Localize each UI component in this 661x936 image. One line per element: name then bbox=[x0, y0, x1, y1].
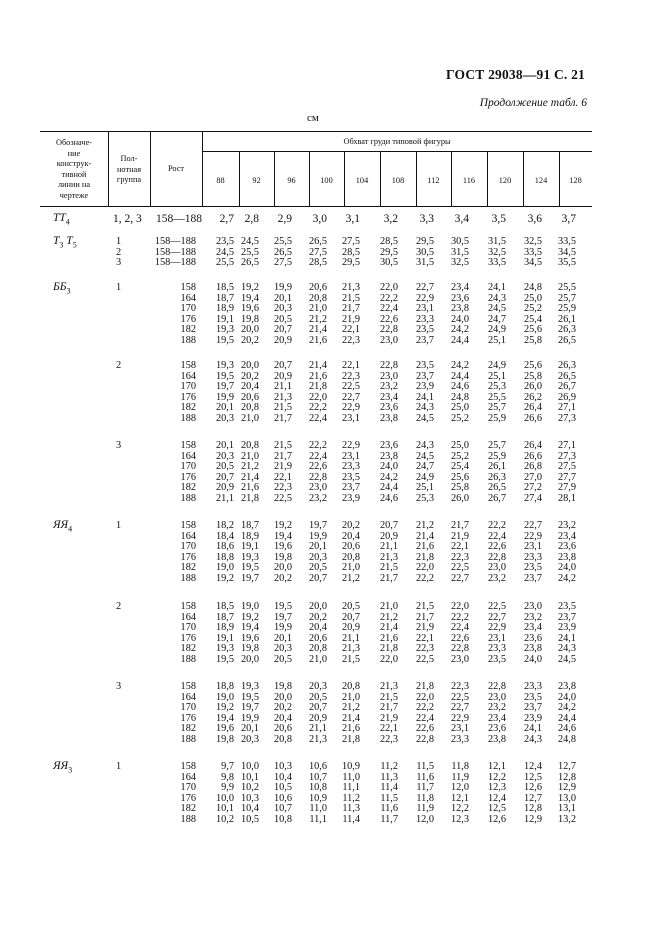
value-column: 19,3 19,5 19,7 19,9 20,1 20,3 bbox=[215, 360, 234, 424]
girth-col-header: 88 bbox=[216, 176, 225, 185]
value-column: 24,9 25,1 25,3 25,5 25,7 25,9 bbox=[487, 360, 506, 424]
value-column: 22,7 22,9 23,1 23,3 23,5 23,7 bbox=[523, 520, 542, 584]
value-column: 12,4 12,5 12,6 12,7 12,8 12,9 bbox=[523, 761, 542, 825]
value-column: 21,5 21,7 21,9 22,1 22,3 22,5 bbox=[415, 601, 434, 665]
value-column: 22,9 23,1 23,3 23,5 23,7 23,9 bbox=[341, 440, 360, 504]
value-column: 21,4 21,6 21,8 22,0 22,2 22,4 bbox=[308, 360, 327, 424]
header-height: Рост bbox=[167, 164, 185, 173]
value-column: 10,6 10,7 10,8 10,9 11,0 11,1 bbox=[308, 761, 327, 825]
value-column: 25,7 25,9 26,1 26,3 26,5 26,7 bbox=[487, 440, 506, 504]
value-column: 12,1 12,2 12,3 12,4 12,5 12,6 bbox=[487, 761, 506, 825]
girth-col-header: 104 bbox=[355, 176, 369, 185]
value-column: 23,8 24,0 24,2 24,4 24,6 24,8 bbox=[557, 681, 576, 745]
girth-col-header: 116 bbox=[462, 176, 476, 185]
value-column: 22,0 22,2 22,4 22,6 22,8 23,0 bbox=[379, 282, 398, 346]
value-column: 26,4 26,6 26,8 27,0 27,2 27,4 bbox=[523, 440, 542, 504]
value-column: 11,2 11,3 11,4 11,5 11,6 11,7 bbox=[380, 761, 398, 825]
table-top-rule bbox=[40, 131, 592, 132]
value-column: 19,2 19,4 19,6 19,8 20,0 20,2 bbox=[273, 520, 292, 584]
table-cell: 2,7 bbox=[219, 213, 234, 225]
value-column: 20,7 20,9 21,1 21,3 21,5 21,7 bbox=[379, 520, 398, 584]
value-column: 19,2 19,4 19,6 19,8 20,0 20,2 bbox=[240, 282, 259, 346]
row-group: 1, 2, 3 bbox=[113, 213, 142, 225]
row-label: $ЯЯ_4$ bbox=[53, 519, 73, 534]
value-column: 18,7 18,9 19,1 19,3 19,5 19,7 bbox=[240, 520, 259, 584]
girth-col-header: 124 bbox=[534, 176, 548, 185]
value-column: 25,5 25,7 25,9 26,1 26,3 26,5 bbox=[557, 282, 576, 346]
value-column: 23,0 23,2 23,4 23,6 23,8 24,0 bbox=[523, 601, 542, 665]
value-column: 19,0 19,2 19,4 19,6 19,8 20,0 bbox=[240, 601, 259, 665]
value-column: 22,1 22,3 22,5 22,7 22,9 23,1 bbox=[341, 360, 360, 424]
table-cell: 3,2 bbox=[383, 213, 398, 225]
value-column: 21,2 21,4 21,6 21,8 22,0 22,2 bbox=[415, 520, 434, 584]
row-group: 1 bbox=[116, 520, 122, 531]
value-column: 20,7 20,9 21,1 21,3 21,5 21,7 bbox=[273, 360, 292, 424]
value-column: 18,2 18,4 18,6 18,8 19,0 19,2 bbox=[215, 520, 234, 584]
value-column: 27,1 27,3 27,5 27,7 27,9 28,1 bbox=[557, 440, 576, 504]
table-cell: 3,4 bbox=[454, 213, 469, 225]
value-column: 20,0 20,2 20,4 20,6 20,8 21,0 bbox=[308, 601, 327, 665]
value-column: 21,5 21,7 21,9 22,1 22,3 22,5 bbox=[273, 440, 292, 504]
value-column: 20,0 20,2 20,4 20,6 20,8 21,0 bbox=[240, 360, 259, 424]
row-label: $Т_3$ $Т_5$ bbox=[53, 235, 77, 250]
value-column: 20,3 20,5 20,7 20,9 21,1 21,3 bbox=[308, 681, 327, 745]
row-group-list: 1 2 3 bbox=[116, 236, 122, 269]
value-column: 26,5 27,5 28,5 bbox=[308, 236, 327, 269]
value-column: 23,5 24,5 25,5 bbox=[215, 236, 234, 269]
height-list: 158 164 170 176 182 188 bbox=[180, 520, 196, 584]
value-column: 25,0 25,2 25,4 25,6 25,8 26,0 bbox=[450, 440, 469, 504]
table-cell: 3,3 bbox=[419, 213, 434, 225]
value-column: 10,3 10,4 10,5 10,6 10,7 10,8 bbox=[273, 761, 292, 825]
value-column: 20,5 20,7 20,9 21,1 21,3 21,5 bbox=[341, 601, 360, 665]
page-header: ГОСТ 29038—91 С. 21 bbox=[446, 67, 585, 82]
value-column: 26,3 26,5 26,7 26,9 27,1 27,3 bbox=[557, 360, 576, 424]
value-column: 9,7 9,8 9,9 10,0 10,1 10,2 bbox=[215, 761, 234, 825]
girth-col-header: 92 bbox=[252, 176, 261, 185]
value-column: 24,1 24,3 24,5 24,7 24,9 25,1 bbox=[487, 282, 506, 346]
value-column: 22,2 22,4 22,6 22,8 23,0 23,2 bbox=[308, 440, 327, 504]
girth-header-rule bbox=[202, 151, 592, 152]
value-column: 18,5 18,7 18,9 19,1 19,3 19,5 bbox=[215, 601, 234, 665]
value-column: 19,7 19,9 20,1 20,3 20,5 20,7 bbox=[308, 520, 327, 584]
row-group: 2 bbox=[116, 360, 122, 371]
value-column: 32,5 33,5 34,5 bbox=[523, 236, 542, 269]
table-cell: 3,5 bbox=[491, 213, 506, 225]
table-cell: 3,7 bbox=[561, 213, 576, 225]
value-column: 28,5 29,5 30,5 bbox=[379, 236, 398, 269]
row-group: 1 bbox=[116, 282, 122, 293]
value-column: 21,7 21,9 22,1 22,3 22,5 22,7 bbox=[450, 520, 469, 584]
value-column: 19,9 20,1 20,3 20,5 20,7 20,9 bbox=[273, 282, 292, 346]
value-column: 22,8 23,0 23,2 23,4 23,6 23,8 bbox=[379, 360, 398, 424]
header-bottom-rule bbox=[40, 206, 592, 207]
value-column: 21,3 21,5 21,7 21,9 22,1 22,3 bbox=[341, 282, 360, 346]
value-column: 29,5 30,5 31,5 bbox=[415, 236, 434, 269]
value-column: 24,8 25,0 25,2 25,4 25,6 25,8 bbox=[523, 282, 542, 346]
value-column: 21,8 22,0 22,2 22,4 22,6 22,8 bbox=[415, 681, 434, 745]
value-column: 19,8 20,0 20,2 20,4 20,6 20,8 bbox=[273, 681, 292, 745]
row-group: 3 bbox=[116, 440, 122, 451]
value-column: 20,2 20,4 20,6 20,8 21,0 21,2 bbox=[341, 520, 360, 584]
table-cell: 3,0 bbox=[312, 213, 327, 225]
row-label: $ТТ_4$ bbox=[53, 212, 70, 227]
value-column: 20,8 21,0 21,2 21,4 21,6 21,8 bbox=[341, 681, 360, 745]
value-column: 20,6 20,8 21,0 21,2 21,4 21,6 bbox=[308, 282, 327, 346]
table-cell: 3,1 bbox=[345, 213, 360, 225]
value-column: 10,0 10,1 10,2 10,3 10,4 10,5 bbox=[240, 761, 259, 825]
value-column: 12,7 12,8 12,9 13,0 13,1 13,2 bbox=[557, 761, 576, 825]
height-list: 158 164 170 176 182 188 bbox=[180, 282, 196, 346]
value-column: 23,4 23,6 23,8 24,0 24,2 24,4 bbox=[450, 282, 469, 346]
row-group: 2 bbox=[116, 601, 122, 612]
value-column: 20,8 21,0 21,2 21,4 21,6 21,8 bbox=[240, 440, 259, 504]
height-list: 158 164 170 176 182 188 bbox=[180, 761, 196, 825]
row-label: $ЯЯ_3$ bbox=[53, 760, 73, 775]
row-group: 3 bbox=[116, 681, 122, 692]
height-list: 158 164 170 176 182 188 bbox=[180, 360, 196, 424]
value-column: 23,5 23,7 23,9 24,1 24,3 24,5 bbox=[557, 601, 576, 665]
value-column: 23,3 23,5 23,7 23,9 24,1 24,3 bbox=[523, 681, 542, 745]
girth-col-header: 108 bbox=[391, 176, 405, 185]
value-column: 25,6 25,8 26,0 26,2 26,4 26,6 bbox=[523, 360, 542, 424]
girth-col-header: 100 bbox=[320, 176, 333, 185]
value-column: 23,6 23,8 24,0 24,2 24,4 24,6 bbox=[379, 440, 398, 504]
height-list: 158 164 170 176 182 188 bbox=[180, 601, 196, 665]
girth-col-header: 128 bbox=[569, 176, 582, 185]
header-designation: Обозначе- ние конструк- тивной линии на чертеже bbox=[55, 138, 93, 200]
value-column: 27,5 28,5 29,5 bbox=[341, 236, 360, 269]
value-column: 31,5 32,5 33,5 bbox=[487, 236, 506, 269]
value-column: 22,3 22,5 22,7 22,9 23,1 23,3 bbox=[450, 681, 469, 745]
value-column: 11,8 11,9 12,0 12,1 12,2 12,3 bbox=[450, 761, 469, 825]
value-column: 20,1 20,3 20,5 20,7 20,9 21,1 bbox=[215, 440, 234, 504]
value-column: 21,3 21,5 21,7 21,9 22,1 22,3 bbox=[379, 681, 398, 745]
girth-col-header: 120 bbox=[498, 176, 512, 185]
value-column: 22,5 22,7 22,9 23,1 23,3 23,5 bbox=[487, 601, 506, 665]
height-list: 158 164 170 176 182 188 bbox=[180, 681, 196, 745]
value-column: 19,5 19,7 19,9 20,1 20,3 20,5 bbox=[273, 601, 292, 665]
value-column: 22,8 23,0 23,2 23,4 23,6 23,8 bbox=[487, 681, 506, 745]
value-column: 10,9 11,0 11,1 11,2 11,3 11,4 bbox=[341, 761, 360, 825]
table-cell: 3,6 bbox=[527, 213, 542, 225]
unit-label: см bbox=[307, 112, 319, 124]
value-column: 18,5 18,7 18,9 19,1 19,3 19,5 bbox=[215, 282, 234, 346]
value-column: 33,5 34,5 35,5 bbox=[557, 236, 576, 269]
value-column: 24,5 25,5 26,5 bbox=[240, 236, 259, 269]
value-column: 24,2 24,4 24,6 24,8 25,0 25,2 bbox=[450, 360, 469, 424]
value-column: 25,5 26,5 27,5 bbox=[273, 236, 292, 269]
row-height: 158—188 bbox=[156, 213, 202, 225]
header-group: Пол- нотная группа bbox=[116, 154, 142, 185]
table-cell: 2,8 bbox=[244, 213, 259, 225]
value-column: 11,5 11,6 11,7 11,8 11,9 12,0 bbox=[415, 761, 434, 825]
value-column: 23,2 23,4 23,6 23,8 24,0 24,2 bbox=[557, 520, 576, 584]
value-column: 30,5 31,5 32,5 bbox=[450, 236, 469, 269]
value-column: 23,5 23,7 23,9 24,1 24,3 24,5 bbox=[415, 360, 434, 424]
row-group: 1 bbox=[116, 761, 122, 772]
header-girth: Обхват груди типовой фигуры bbox=[343, 137, 451, 146]
table-cell: 2,9 bbox=[277, 213, 292, 225]
value-column: 22,0 22,2 22,4 22,6 22,8 23,0 bbox=[450, 601, 469, 665]
height-list: 158 164 170 176 182 188 bbox=[180, 440, 196, 504]
value-column: 22,7 22,9 23,1 23,3 23,5 23,7 bbox=[415, 282, 434, 346]
value-column: 22,2 22,4 22,6 22,8 23,0 23,2 bbox=[487, 520, 506, 584]
girth-col-header: 96 bbox=[287, 176, 296, 185]
value-column: 24,3 24,5 24,7 24,9 25,1 25,3 bbox=[415, 440, 434, 504]
row-label: $ББ_3$ bbox=[53, 281, 71, 296]
table-continuation: Продолжение табл. 6 bbox=[479, 97, 587, 109]
value-column: 19,3 19,5 19,7 19,9 20,1 20,3 bbox=[240, 681, 259, 745]
value-column: 21,0 21,2 21,4 21,6 21,8 22,0 bbox=[379, 601, 398, 665]
height-list: 158—188 158—188 158—188 bbox=[154, 236, 196, 269]
value-column: 18,8 19,0 19,2 19,4 19,6 19,8 bbox=[215, 681, 234, 745]
girth-col-header: 112 bbox=[427, 176, 440, 185]
